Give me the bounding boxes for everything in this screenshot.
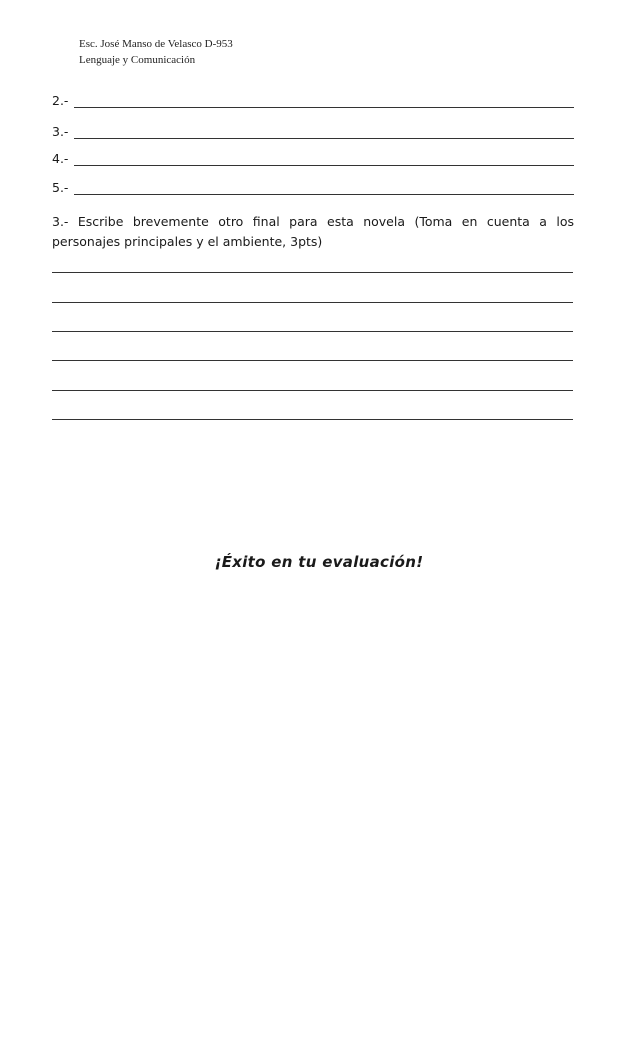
answer-item-2: [52, 92, 574, 108]
answer-item-5: [52, 179, 574, 195]
school-name: Esc. José Manso de Velasco D-953: [79, 38, 233, 50]
item-number: 5.-: [52, 180, 69, 195]
answer-line[interactable]: [52, 360, 573, 361]
answer-blank[interactable]: [74, 126, 574, 139]
subject-name: Lenguaje y Comunicación: [79, 54, 196, 66]
answer-line[interactable]: [52, 331, 573, 332]
answer-line[interactable]: [52, 272, 573, 273]
item-number: 3.-: [52, 124, 69, 139]
closing-message: ¡Éxito en tu evaluación!: [214, 553, 424, 571]
answer-line[interactable]: [52, 419, 573, 420]
answer-line[interactable]: [52, 390, 573, 391]
answer-blank[interactable]: [74, 95, 574, 108]
answer-line[interactable]: [52, 302, 573, 303]
item-number: 2.-: [52, 93, 69, 108]
answer-blank[interactable]: [74, 153, 574, 166]
answer-item-3: [52, 123, 574, 139]
document-header: [79, 36, 233, 68]
answer-item-4: [52, 150, 574, 166]
answer-blank[interactable]: [74, 182, 574, 195]
item-number: 4.-: [52, 151, 69, 166]
question-prompt: 3.- Escribe brevemente otro final para esta novela (Toma en cuenta a los personajes principales y el ambiente, 3pts): [52, 214, 574, 249]
